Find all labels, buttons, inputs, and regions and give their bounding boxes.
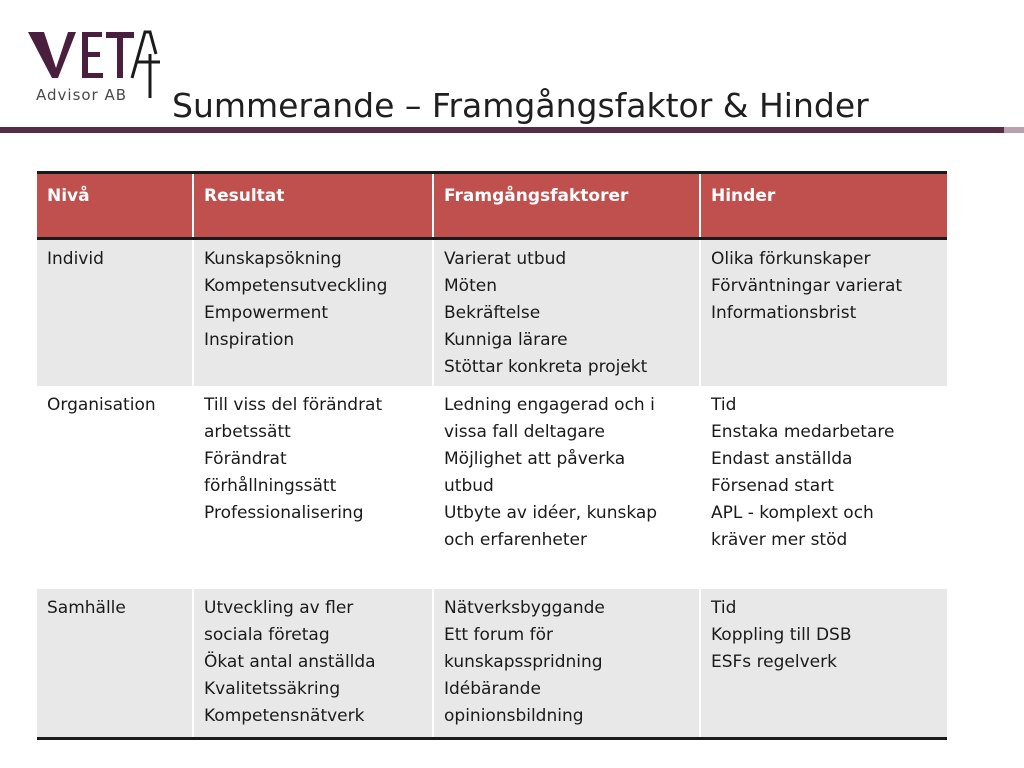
cell-obstacles <box>700 386 947 589</box>
list-item: Kompetensnätverk <box>204 705 365 726</box>
list-item: och erfarenheter <box>444 529 587 550</box>
list-item: Olika förkunskaper <box>711 249 871 269</box>
cell-obstacles <box>700 589 947 739</box>
cell-results <box>193 386 433 589</box>
list-item: Professionalisering <box>204 502 364 523</box>
list-item: opinionsbildning <box>444 705 584 726</box>
table-row <box>37 386 947 589</box>
header-niva: Nivå <box>37 173 193 239</box>
list-item: Tid <box>711 394 737 415</box>
list-item: Nätverksbyggande <box>444 597 605 618</box>
table-row <box>37 239 947 386</box>
header-framgangsfaktorer: Framgångsfaktorer <box>433 173 700 239</box>
list-item: Kunniga lärare <box>444 330 568 350</box>
list-item: Koppling till DSB <box>711 624 852 645</box>
summary-table <box>37 171 947 740</box>
list-item: Enstaka medarbetare <box>711 421 895 442</box>
list-item: Till viss del förändrat <box>204 394 383 415</box>
header-hinder: Hinder <box>700 173 947 239</box>
logo-subtitle: Advisor AB <box>36 86 128 104</box>
list-item: Kunskapsökning <box>204 249 342 269</box>
table-header-row <box>37 173 947 239</box>
list-item: Stöttar konkreta projekt <box>444 357 648 377</box>
cell-factors <box>433 589 700 739</box>
list-item: Empowerment <box>204 303 329 323</box>
list-item: Möten <box>444 276 497 296</box>
table-row <box>37 589 947 739</box>
list-item: Informationsbrist <box>711 303 857 323</box>
cell-results <box>193 589 433 739</box>
list-item: kunskapsspridning <box>444 651 603 672</box>
title-divider-end <box>1004 127 1024 133</box>
list-item: Ledning engagerad och i <box>444 394 655 415</box>
list-item: Ökat antal anställda <box>204 651 376 672</box>
list-item: utbud <box>444 475 494 496</box>
cell-level: Individ <box>37 239 193 386</box>
list-item: Endast anställda <box>711 448 853 469</box>
cell-factors <box>433 239 700 386</box>
list-item: Tid <box>711 597 737 618</box>
list-item: kräver mer stöd <box>711 529 848 550</box>
list-item: Kvalitetssäkring <box>204 678 341 699</box>
list-item: Förväntningar varierat <box>711 276 903 296</box>
list-item: Idébärande <box>444 678 541 699</box>
cell-level: Samhälle <box>37 589 193 739</box>
cell-results <box>193 239 433 386</box>
list-item: ESFs regelverk <box>711 651 837 672</box>
list-item: Utveckling av fler <box>204 597 354 618</box>
list-item: Ett forum för <box>444 624 553 645</box>
title-divider <box>0 127 1004 133</box>
list-item: APL - komplext och <box>711 502 874 523</box>
list-item: Kompetensutveckling <box>204 276 388 296</box>
list-item: Förändrat <box>204 448 287 469</box>
list-item: Varierat utbud <box>444 249 567 269</box>
cell-obstacles <box>700 239 947 386</box>
page-title: Summerande – Framgångsfaktor & Hinder <box>172 86 869 125</box>
header-resultat: Resultat <box>193 173 433 239</box>
list-item: vissa fall deltagare <box>444 421 605 442</box>
list-item: arbetssätt <box>204 421 291 442</box>
list-item: Försenad start <box>711 475 834 496</box>
list-item: Möjlighet att påverka <box>444 448 626 469</box>
cell-factors <box>433 386 700 589</box>
list-item: sociala företag <box>204 624 330 645</box>
list-item: Inspiration <box>204 330 295 350</box>
list-item: Utbyte av idéer, kunskap <box>444 502 658 523</box>
list-item: Bekräftelse <box>444 303 541 323</box>
cell-level: Organisation <box>37 386 193 589</box>
list-item: förhållningssätt <box>204 475 337 496</box>
